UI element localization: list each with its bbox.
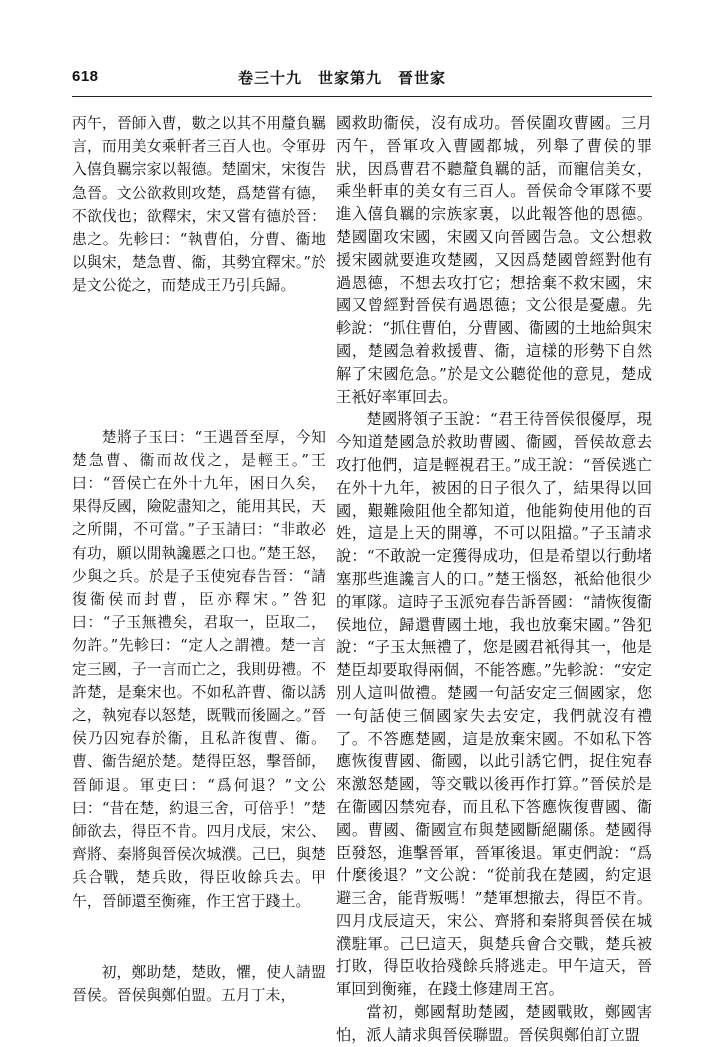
- translation-paragraph-3: 當初，鄭國幫助楚國，楚國戰敗，鄭國害怕，派人請求與晉侯聯盟。晉侯與鄭伯訂立盟: [336, 1003, 652, 1044]
- original-paragraph-3: 初，鄭助楚，楚敗，懼，使人請盟晉侯。晉侯與鄭伯盟。五月丁未，: [72, 963, 326, 1005]
- translation-column: [336, 112, 652, 1047]
- header-rule: [72, 96, 652, 97]
- page-header: [72, 66, 652, 96]
- original-paragraph-2: 楚將子玉曰：“王遇晉至厚，今知楚急曹、衞而故伐之，是輕王。”王曰：“晉侯亡在外十九年，困日久矣，果得反國，險阸盡知之，能用其民，天之所開，不可當。”子玉請曰：“非敢必有功，願以閒執讒慝之口也。”楚王怒，少與之兵。於是子玉使宛春告晉：“請復衞侯而封曹，臣亦釋宋。”咎犯曰：“子玉無禮矣，君取一，臣取二，勿許。”先軫曰：“定人之謂禮。楚一言定三國，子一言而亡之，我則毋禮。不許楚，是棄宋也。不如私許曹、衞以誘之，執宛春以怒楚，既戰而後圖之。”晉侯乃囚宛春於衞，且私許復曹、衞。曹、衞告絕於楚。楚得臣怒，擊晉師，晉師退。軍吏曰：“爲何退？”文公曰：“昔在楚，約退三舍，可倍乎！”楚師欲去，得臣不肯。四月戊辰，宋公、齊將、秦將與晉侯次城濮。己巳，與楚兵合戰，楚兵敗，得臣收餘兵去。甲午，晉師還至衡雍，作王宮于踐土。: [72, 428, 326, 910]
- page-number: 618: [72, 68, 99, 85]
- translation-paragraph-2: 楚國將領子玉說：“君王待晉侯很優厚，現今知道楚國急於救助曹國、衞國，晉侯故意去攻打他們，這是輕視君王。”成王說：“晉侯逃亡在外十九年，被困的日子很久了，結果得以回國，艱難險阻他全都知道，他能夠使用他的百姓，這是上天的開導，不可以阻擋。”子玉請求說：“不敢說一定獲得成功，但是希望以行動堵塞那些進讒言人的口。”楚王惱怒，衹給他很少的軍隊。這時子玉派宛春告訴晉國：“請恢復衞侯地位，歸還曹國土地，我也放棄宋國。”咎犯說：“子玉太無禮了，您是國君衹得其一，他是楚臣却要取得兩個，不能答應。”先軫說：“安定別人這叫做禮。楚國一句話安定三個國家，您一句話使三個國家失去安定，我們就沒有禮了。不答應楚國，這是放棄宋國。不如私下答應恢復曹國、衞國，以此引誘它們，捉住宛春來激怒楚國，等交戰以後再作打算。”晉侯於是在衞國囚禁宛春，而且私下答應恢復曹國、衞國。曹國、衞國宣布與楚國斷絕關係。楚國得臣發怒，進擊晉軍，晉軍後退。軍吏們說：“爲什麼後退？”文公說：“從前我在楚國，約定退避三舍，能背叛嗎！”楚軍想撤去，得臣不肯。四月戊辰這天，宋公、齊將和秦將與晉侯在城濮駐軍。己巳這天，與楚兵會合交戰，楚兵被打敗，得臣收拾殘餘兵將逃走。甲午這天，晉軍回到衡雍，在踐土修建周王宮。: [336, 410, 652, 999]
- paragraph-spacer: [72, 913, 326, 961]
- original-paragraph-1: 丙午，晉師入曹，數之以其不用釐負羈言，而用美女乘軒者三百人也。令軍毋入僖負羈宗家以報德。楚圍宋，宋復告急晉。文公欲救則攻楚，爲楚嘗有德，不欲伐也；欲釋宋，宋又嘗有德於晉：患之。先軫曰：“執曹伯，分曹、衞地以與宋，楚急曹、衞，其勢宜釋宋。”於是文公從之，而楚成王乃引兵歸。: [72, 115, 326, 295]
- translation-paragraph-1: 國救助衞侯，沒有成功。晉侯圍攻曹國。三月丙午，晉軍攻入曹國都城，列舉了曹侯的罪狀，因爲曹君不聽釐負羈的話，而寵信美女，乘坐軒車的美女有三百人。晉侯命令軍隊不要進入僖負羈的宗族家裏，以此報答他的恩德。楚國圍攻宋國，宋國又向晉國告急。文公想救援宋國就要進攻楚國，又因爲楚國曾經對他有過恩德，不想去攻打它；想捨棄不救宋國，宋國又曾經對晉侯有過恩德；文公很是憂慮。先軫說：“抓住曹伯，分曹國、衞國的土地給與宋國，楚國急着救援曹、衞，這樣的形勢下自然解了宋國危急。”於是文公聽從他的意見，楚成王衹好率軍回去。: [336, 114, 652, 406]
- original-text-column: [72, 112, 326, 1007]
- running-title: 卷三十九 世家第九 晉世家: [238, 69, 447, 87]
- paragraph-spacer: [72, 298, 326, 426]
